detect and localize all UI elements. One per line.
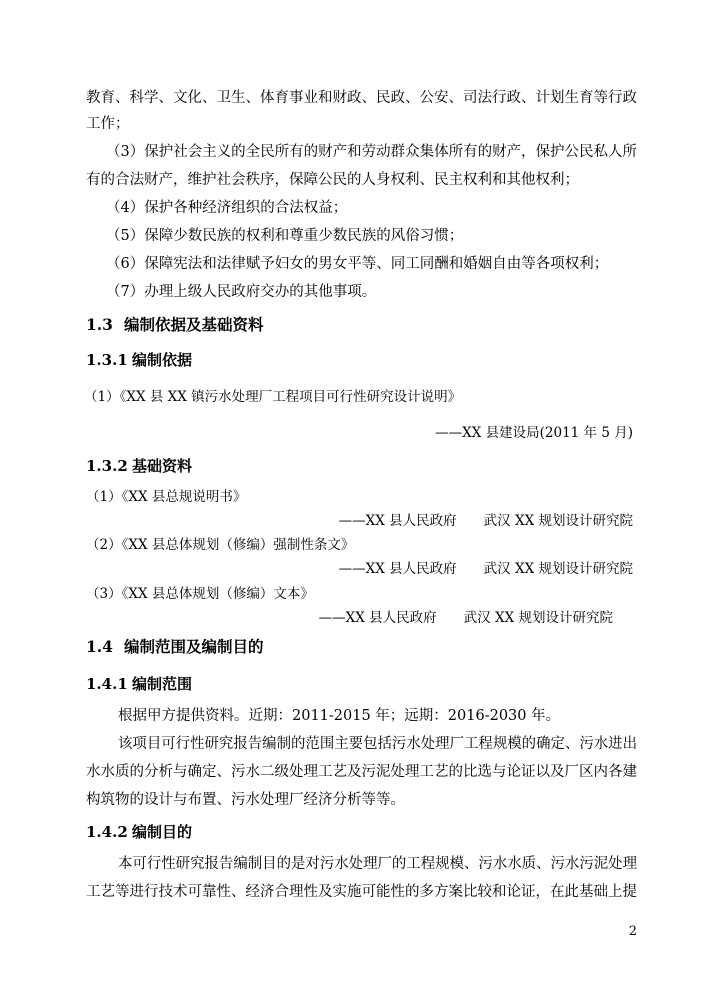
reference-1-3-2-3: （3）《XX 县总体规划（修编）文本》 (86, 586, 314, 602)
list-item-4: （4）保护各种经济组织的合法权益； (106, 200, 348, 216)
section-title: 编制范围及编制目的 (124, 637, 264, 656)
reference-1-3-2-3-source: ——XX 县人民政府 武汉 XX 规划设计研究院 (318, 610, 613, 626)
section-heading-1-4 (86, 637, 264, 657)
section-number: 1.3.2 (86, 457, 128, 475)
list-item-3-line-2: 有的合法财产，维护社会秩序，保障公民的人身权利、民主权利和其他权利； (86, 172, 579, 188)
section-heading-1-4-1 (86, 674, 192, 694)
section-number: 1.4 (86, 637, 113, 656)
list-item-6: （6）保障宪法和法律赋予妇女的男女平等、同工同酬和婚姻自由等各项权利； (106, 256, 609, 272)
list-item-3-line-1: （3）保护社会主义的全民所有的财产和劳动群众集体所有的财产，保护公民私人所 (106, 144, 638, 160)
page-number: 2 (628, 924, 637, 939)
section-heading-1-3-1 (86, 350, 192, 370)
section-heading-1-3-2 (86, 456, 192, 476)
intro-line-1: 教育、科学、文化、卫生、体育事业和财政、民政、公安、司法行政、计划生育等行政 (86, 90, 637, 106)
intro-line-2: 工作； (86, 116, 130, 132)
section-title: 编制目的 (132, 823, 193, 841)
section-heading-1-4-2 (86, 822, 192, 842)
reference-1-3-2-2: （2）《XX 县总体规划（修编）强制性条文》 (86, 537, 355, 553)
section-number: 1.4.1 (86, 675, 128, 693)
list-item-5: （5）保障少数民族的权利和尊重少数民族的风俗习惯； (106, 228, 464, 244)
paragraph-1-4-2-line-2: 工艺等进行技术可靠性、经济合理性及实施可能性的多方案比较和论证，在此基础上提 (86, 884, 637, 900)
section-title: 编制依据及基础资料 (124, 315, 264, 334)
reference-1-3-1-1: （1）《XX 县 XX 镇污水处理厂工程项目可行性研究设计说明》 (84, 389, 462, 405)
reference-1-3-2-1: （1）《XX 县总规说明书》 (86, 489, 247, 505)
section-number: 1.3.1 (86, 351, 128, 369)
section-title: 基础资料 (132, 457, 193, 475)
reference-1-3-1-1-source: ——XX 县建设局(2011 年 5 月) (435, 425, 633, 441)
paragraph-1-4-1-line-2: 水水质的分析与确定、污水二级处理工艺及污泥处理工艺的比选与论证以及厂区内各建 (86, 764, 637, 780)
reference-1-3-2-1-source: ——XX 县人民政府 武汉 XX 规划设计研究院 (338, 513, 633, 529)
paragraph-1-4-2-line-1: 本可行性研究报告编制目的是对污水处理厂的工程规模、污水水质、污水污泥处理 (118, 856, 638, 872)
paragraph-1-4-1-line-3: 构筑物的设计与布置、污水处理厂经济分析等等。 (86, 792, 405, 808)
section-number: 1.4.2 (86, 823, 128, 841)
section-title: 编制依据 (132, 351, 193, 369)
section-title: 编制范围 (132, 675, 193, 693)
section-heading-1-3 (86, 315, 264, 335)
section-number: 1.3 (86, 315, 113, 334)
paragraph-1-4-1-period: 根据甲方提供资料。近期：2011-2015 年；远期：2016-2030 年。 (118, 708, 561, 724)
list-item-7: （7）办理上级人民政府交办的其他事项。 (106, 284, 377, 300)
reference-1-3-2-2-source: ——XX 县人民政府 武汉 XX 规划设计研究院 (338, 561, 633, 577)
paragraph-1-4-1-line-1: 该项目可行性研究报告编制的范围主要包括污水处理厂工程规模的确定、污水进出 (118, 736, 638, 752)
